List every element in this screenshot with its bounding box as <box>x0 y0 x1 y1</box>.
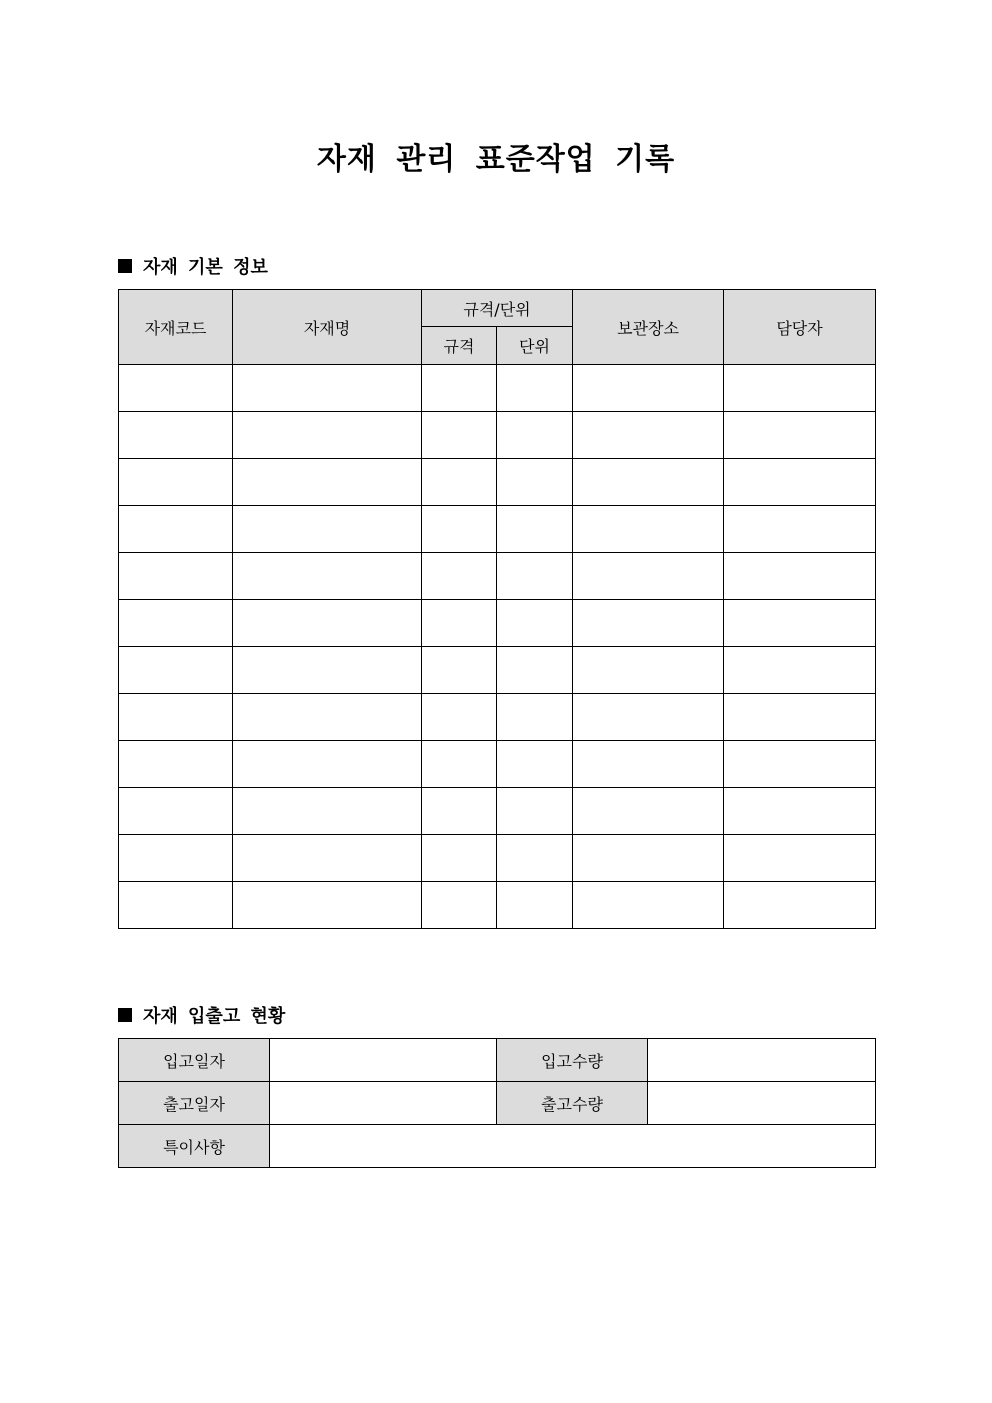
label-in-qty: 입고수량 <box>497 1039 648 1082</box>
cell-spec[interactable] <box>422 788 497 835</box>
cell-name[interactable] <box>233 365 422 412</box>
square-bullet-icon <box>118 259 132 273</box>
cell-location[interactable] <box>573 600 724 647</box>
cell-name[interactable] <box>233 553 422 600</box>
cell-unit[interactable] <box>497 365 573 412</box>
cell-code[interactable] <box>119 835 233 882</box>
header-manager: 담당자 <box>724 290 876 365</box>
cell-code[interactable] <box>119 459 233 506</box>
cell-spec[interactable] <box>422 459 497 506</box>
cell-code[interactable] <box>119 412 233 459</box>
cell-code[interactable] <box>119 788 233 835</box>
cell-location[interactable] <box>573 788 724 835</box>
label-in-date: 입고일자 <box>119 1039 270 1082</box>
cell-unit[interactable] <box>497 882 573 929</box>
table-row <box>119 459 876 506</box>
cell-manager[interactable] <box>724 506 876 553</box>
cell-unit[interactable] <box>497 412 573 459</box>
label-notes: 특이사항 <box>119 1125 270 1168</box>
cell-code[interactable] <box>119 741 233 788</box>
cell-manager[interactable] <box>724 600 876 647</box>
value-in-qty[interactable] <box>648 1039 876 1082</box>
cell-code[interactable] <box>119 647 233 694</box>
cell-manager[interactable] <box>724 412 876 459</box>
cell-location[interactable] <box>573 741 724 788</box>
cell-name[interactable] <box>233 647 422 694</box>
section-io-status-heading <box>118 1002 285 1028</box>
cell-spec[interactable] <box>422 694 497 741</box>
cell-spec[interactable] <box>422 835 497 882</box>
cell-name[interactable] <box>233 882 422 929</box>
cell-location[interactable] <box>573 365 724 412</box>
value-in-date[interactable] <box>270 1039 497 1082</box>
label-out-qty: 출고수량 <box>497 1082 648 1125</box>
section-basic-info-heading <box>118 253 268 279</box>
value-notes[interactable] <box>270 1125 876 1168</box>
cell-location[interactable] <box>573 835 724 882</box>
section-basic-info-title: 자재 기본 정보 <box>143 257 268 278</box>
table-row <box>119 882 876 929</box>
cell-unit[interactable] <box>497 741 573 788</box>
cell-name[interactable] <box>233 694 422 741</box>
value-out-qty[interactable] <box>648 1082 876 1125</box>
header-storage-location: 보관장소 <box>573 290 724 365</box>
cell-name[interactable] <box>233 741 422 788</box>
header-spec-unit: 규격/단위 <box>422 290 573 327</box>
cell-name[interactable] <box>233 506 422 553</box>
cell-code[interactable] <box>119 600 233 647</box>
cell-manager[interactable] <box>724 647 876 694</box>
cell-unit[interactable] <box>497 788 573 835</box>
table-row <box>119 788 876 835</box>
cell-unit[interactable] <box>497 553 573 600</box>
cell-manager[interactable] <box>724 788 876 835</box>
cell-location[interactable] <box>573 506 724 553</box>
cell-code[interactable] <box>119 694 233 741</box>
table-row <box>119 741 876 788</box>
material-basic-info-table <box>118 289 876 929</box>
table-row <box>119 365 876 412</box>
cell-code[interactable] <box>119 553 233 600</box>
cell-unit[interactable] <box>497 647 573 694</box>
table-row <box>119 600 876 647</box>
cell-code[interactable] <box>119 365 233 412</box>
square-bullet-icon <box>118 1008 132 1022</box>
cell-spec[interactable] <box>422 553 497 600</box>
material-io-status-table <box>118 1038 876 1168</box>
section-io-status-title: 자재 입출고 현황 <box>143 1006 286 1027</box>
cell-spec[interactable] <box>422 600 497 647</box>
cell-location[interactable] <box>573 647 724 694</box>
cell-manager[interactable] <box>724 365 876 412</box>
cell-name[interactable] <box>233 835 422 882</box>
cell-spec[interactable] <box>422 412 497 459</box>
header-spec: 규격 <box>422 327 497 365</box>
header-material-name: 자재명 <box>233 290 422 365</box>
cell-location[interactable] <box>573 412 724 459</box>
cell-location[interactable] <box>573 459 724 506</box>
table-row <box>119 553 876 600</box>
cell-unit[interactable] <box>497 506 573 553</box>
table-row <box>119 412 876 459</box>
label-out-date: 출고일자 <box>119 1082 270 1125</box>
header-material-code: 자재코드 <box>119 290 233 365</box>
cell-manager[interactable] <box>724 741 876 788</box>
cell-code[interactable] <box>119 882 233 929</box>
table-row <box>119 647 876 694</box>
cell-spec[interactable] <box>422 506 497 553</box>
cell-location[interactable] <box>573 694 724 741</box>
table-row <box>119 694 876 741</box>
cell-name[interactable] <box>233 788 422 835</box>
header-unit: 단위 <box>497 327 573 365</box>
cell-name[interactable] <box>233 600 422 647</box>
cell-manager[interactable] <box>724 835 876 882</box>
cell-location[interactable] <box>573 882 724 929</box>
cell-spec[interactable] <box>422 365 497 412</box>
cell-unit[interactable] <box>497 459 573 506</box>
cell-manager[interactable] <box>724 459 876 506</box>
cell-unit[interactable] <box>497 694 573 741</box>
cell-manager[interactable] <box>724 694 876 741</box>
cell-unit[interactable] <box>497 600 573 647</box>
table-row <box>119 835 876 882</box>
cell-spec[interactable] <box>422 741 497 788</box>
document-title: 자재 관리 표준작업 기록 <box>316 142 676 177</box>
table-row <box>119 506 876 553</box>
cell-name[interactable] <box>233 459 422 506</box>
cell-spec[interactable] <box>422 647 497 694</box>
cell-code[interactable] <box>119 506 233 553</box>
cell-unit[interactable] <box>497 835 573 882</box>
cell-location[interactable] <box>573 553 724 600</box>
cell-manager[interactable] <box>724 882 876 929</box>
cell-manager[interactable] <box>724 553 876 600</box>
cell-spec[interactable] <box>422 882 497 929</box>
cell-name[interactable] <box>233 412 422 459</box>
value-out-date[interactable] <box>270 1082 497 1125</box>
